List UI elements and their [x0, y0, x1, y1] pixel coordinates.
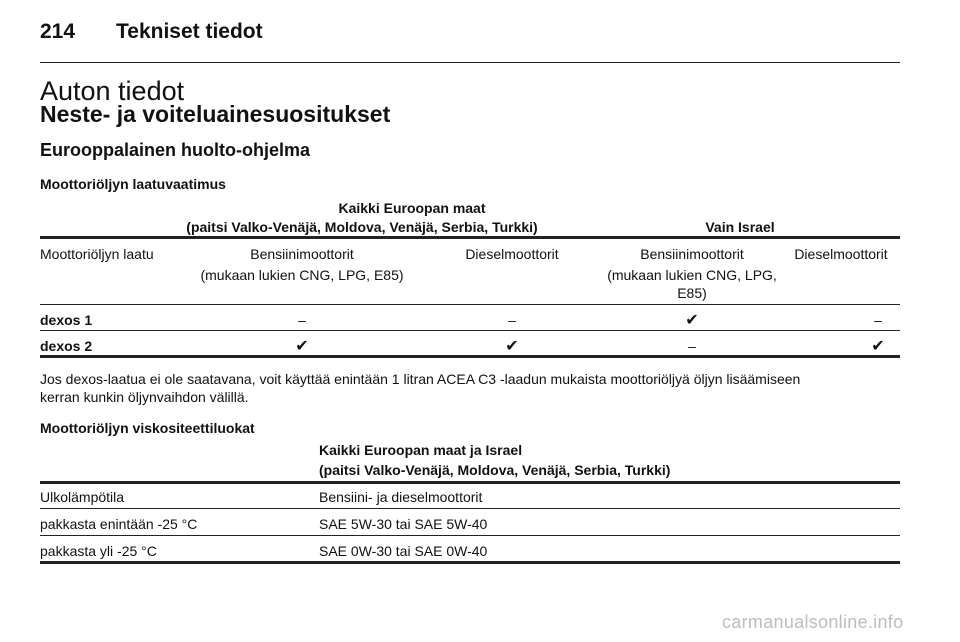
dexos2-petrol-check-icon: ✔ [295, 338, 309, 355]
dexos2-diesel-check-icon: ✔ [505, 338, 519, 355]
col-header-engines: Bensiini- ja dieselmoottorit [319, 489, 483, 505]
heading-vehicle-data: Auton tiedot [40, 76, 185, 106]
col-header-outdoor-temp: Ulkolämpötila [40, 489, 125, 505]
dexos2-diesel-israel-check-icon: ✔ [871, 338, 885, 355]
table-rule [40, 561, 900, 564]
col-header-petrol-israel: Bensiinimoottorit [640, 246, 744, 262]
dexos1-petrol: – [298, 312, 306, 328]
petrol-israel-note-line1: (mukaan lukien CNG, LPG, [607, 267, 777, 283]
table-rule [40, 236, 900, 239]
viscosity-heading: Moottoriöljyn viskositeettiluokat [40, 420, 255, 436]
dexos1-diesel-israel: – [874, 312, 882, 328]
dexos1-petrol-israel-check-icon: ✔ [685, 312, 699, 329]
petrol-israel-note-line2: E85) [677, 285, 707, 301]
viscosity-grade-row2: SAE 0W-30 tai SAE 0W-40 [319, 543, 488, 559]
table-rule [40, 535, 900, 536]
page-header [40, 18, 900, 63]
page-section-title: Tekniset tiedot [116, 20, 263, 43]
viscosity-group-header: Kaikki Euroopan maat ja Israel [319, 442, 523, 458]
row-label-dexos1: dexos 1 [40, 312, 93, 328]
table-rule [40, 330, 900, 331]
dexos-note-paragraph [40, 370, 902, 406]
dexos1-diesel: – [508, 312, 516, 328]
heading-service-schedule: Eurooppalainen huolto-ohjelma [40, 140, 310, 160]
table-rule [40, 355, 900, 358]
row-label-dexos2: dexos 2 [40, 338, 93, 354]
heading-oil-quality: Moottoriöljyn laatuvaatimus [40, 176, 226, 192]
dexos2-petrol-israel: – [688, 338, 696, 354]
watermark-text: carmanualsonline.info [722, 612, 904, 632]
col-header-oil-quality: Moottoriöljyn laatu [40, 246, 154, 262]
page-number: 214 [40, 20, 76, 43]
group-header-israel: Vain Israel [705, 219, 775, 235]
col-header-diesel: Dieselmoottorit [465, 246, 559, 262]
petrol-note: (mukaan lukien CNG, LPG, E85) [200, 267, 404, 283]
table-rule [40, 508, 900, 509]
table-rule [40, 304, 900, 305]
viscosity-grade-row1: SAE 5W-30 tai SAE 5W-40 [319, 516, 488, 532]
group-header-europe: Kaikki Euroopan maat [338, 200, 486, 216]
dexos-note-line1: Jos dexos-laatua ei ole saatavana, voit käyttää enintään 1 litran ACEA C3 -laadun mukaista moottoriöljyä öljyn lisäämiseen [40, 371, 801, 387]
col-header-petrol: Bensiinimoottorit [250, 246, 354, 262]
col-header-diesel-israel: Dieselmoottorit [794, 246, 888, 262]
table-rule [40, 481, 900, 484]
viscosity-group-exceptions: (paitsi Valko-Venäjä, Moldova, Venäjä, Serbia, Turkki) [319, 462, 671, 478]
heading-fluids-lubricants: Neste- ja voiteluainesuositukset [40, 101, 391, 127]
dexos-note-line2: kerran kunkin öljynvaihdon välillä. [40, 389, 249, 405]
viscosity-temp-row2: pakkasta yli -25 °C [40, 543, 157, 559]
group-header-europe-exceptions: (paitsi Valko-Venäjä, Moldova, Venäjä, Serbia, Turkki) [186, 219, 538, 235]
viscosity-temp-row1: pakkasta enintään -25 °C [40, 516, 198, 532]
